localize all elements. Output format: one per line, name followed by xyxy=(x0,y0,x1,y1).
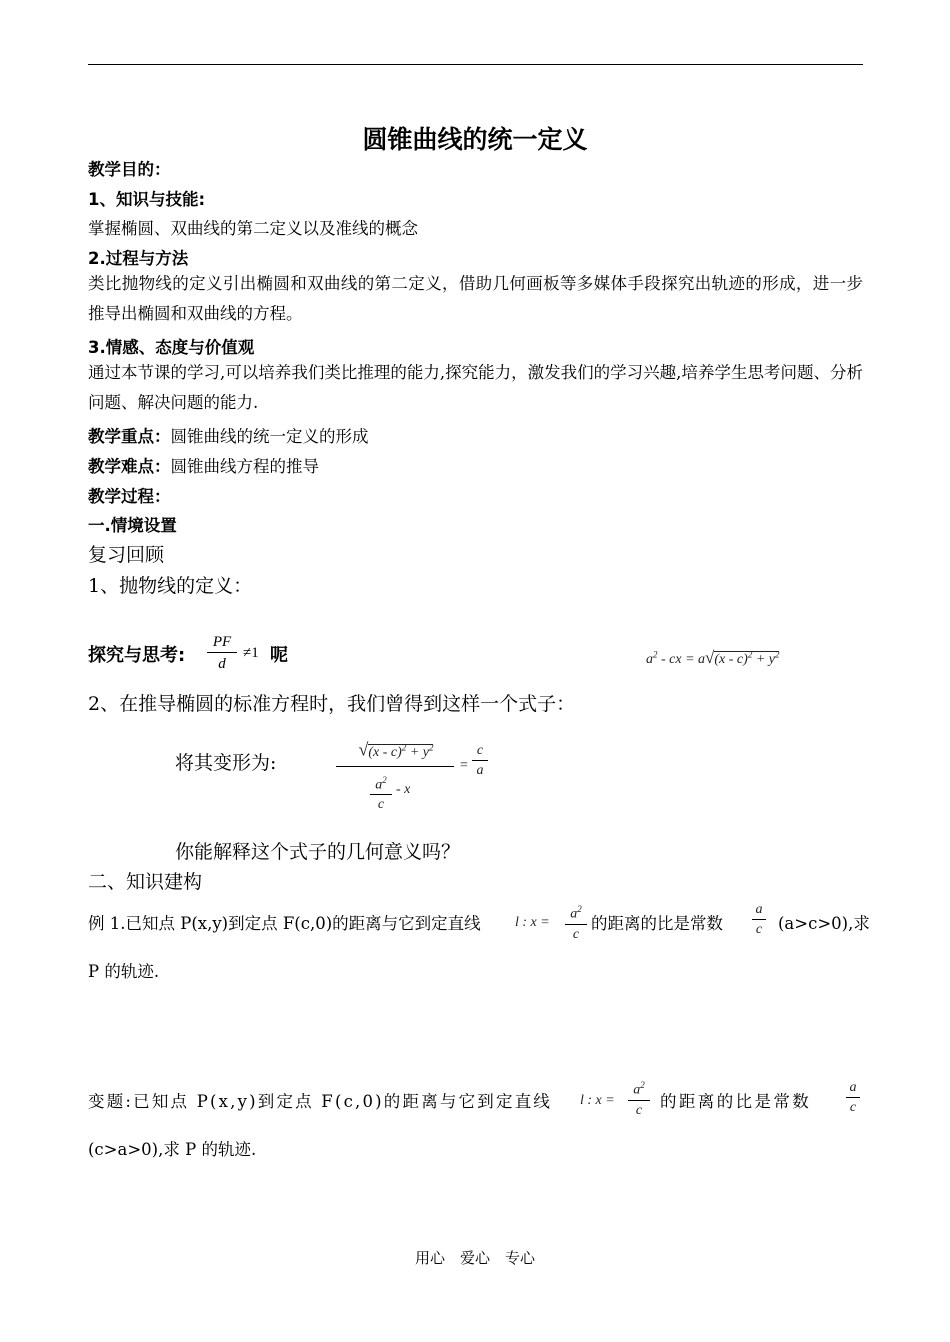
part1-heading: 一.情境设置 xyxy=(88,516,177,535)
example-text-d: P 的轨迹. xyxy=(88,962,160,981)
ellipse-equation: $a^2$ - cx = $a√(x - c)^2 + y^2$ xyxy=(646,648,780,667)
key-point xyxy=(88,423,369,447)
example-text-b: 的距离的比是常数 xyxy=(591,914,723,933)
variant-a-over-c-fraction: a c xyxy=(846,1079,860,1118)
difficulty-point xyxy=(88,453,319,477)
difficulty-text: 圆锥曲线方程的推导 xyxy=(170,457,319,476)
c-over-a-fraction: c a xyxy=(472,742,488,781)
example-text-a: 例 1.已知点 P(x,y)到定点 F(c,0)的距离与它到定直线 xyxy=(88,914,481,933)
a2-over-c-fraction: $a^2$ c xyxy=(565,900,587,945)
variant-text-b: 的距离的比是常数 xyxy=(660,1092,812,1111)
top-rule xyxy=(88,64,863,65)
difficulty-label: 教学难点： xyxy=(88,457,171,476)
question-text: 你能解释这个式子的几何意义吗？ xyxy=(175,841,461,863)
item1-text: 1、抛物线的定义： xyxy=(88,575,253,597)
page-title: 圆锥曲线的统一定义 xyxy=(362,125,588,154)
variant-text-c: (c>a>0),求 P 的轨迹. xyxy=(88,1140,257,1159)
a-over-c-fraction: a c xyxy=(752,901,766,940)
variant-line-l-label: l : x = xyxy=(580,1093,615,1108)
example-text-c: (a>c>0),求 xyxy=(778,914,870,933)
section1-text: 掌握椭圆、双曲线的第二定义以及准线的概念 xyxy=(88,219,418,238)
variant-a2-over-c-fraction: $a^2$ c xyxy=(628,1076,650,1121)
section2-text: 类比抛物线的定义引出椭圆和双曲线的第二定义，借助几何画板等多媒体手段探究出轨迹的形成，进一步推导出椭圆和双曲线的方程。 xyxy=(88,274,863,323)
explore-suffix: 呢 xyxy=(270,645,288,666)
section2-heading: 2.过程与方法 xyxy=(88,249,189,268)
section3-heading: 3.情感、态度与价值观 xyxy=(88,338,255,357)
page-footer: 用心 爱心 专心 xyxy=(414,1249,535,1267)
explore-label: 探究与思考: xyxy=(88,645,186,666)
review-heading: 复习回顾 xyxy=(88,544,165,566)
transform-label: 将其变形为: xyxy=(175,752,277,774)
section3-text: 通过本节课的学习,可以培养我们类比推理的能力,探究能力，激发我们的学习兴趣,培养学生思考问题、分析问题、解决问题的能力. xyxy=(88,363,863,412)
variant-text-a: 变题:已知点 P(x,y)到定点 F(c,0)的距离与它到定直线 xyxy=(88,1092,553,1111)
neq-one: ≠1 xyxy=(243,645,259,661)
equals-sign: = xyxy=(460,758,468,773)
pf-over-d-fraction: PF d xyxy=(207,632,237,675)
part2-heading: 二、知识建构 xyxy=(88,871,203,893)
objectives-heading: 教学目的： xyxy=(88,160,171,179)
section1-heading: 1、知识与技能: xyxy=(88,190,206,209)
process-heading: 教学过程： xyxy=(88,487,171,506)
line-l-label: l : x = xyxy=(515,915,550,930)
key-point-text: 圆锥曲线的统一定义的形成 xyxy=(170,427,369,446)
key-point-label: 教学重点： xyxy=(88,427,171,446)
item2-text: 2、在推导椭圆的标准方程时，我们曾得到这样一个式子： xyxy=(88,693,576,715)
transformed-fraction: $√(x - c)^2 + y^2$ $a^2$ c - x xyxy=(336,734,456,819)
